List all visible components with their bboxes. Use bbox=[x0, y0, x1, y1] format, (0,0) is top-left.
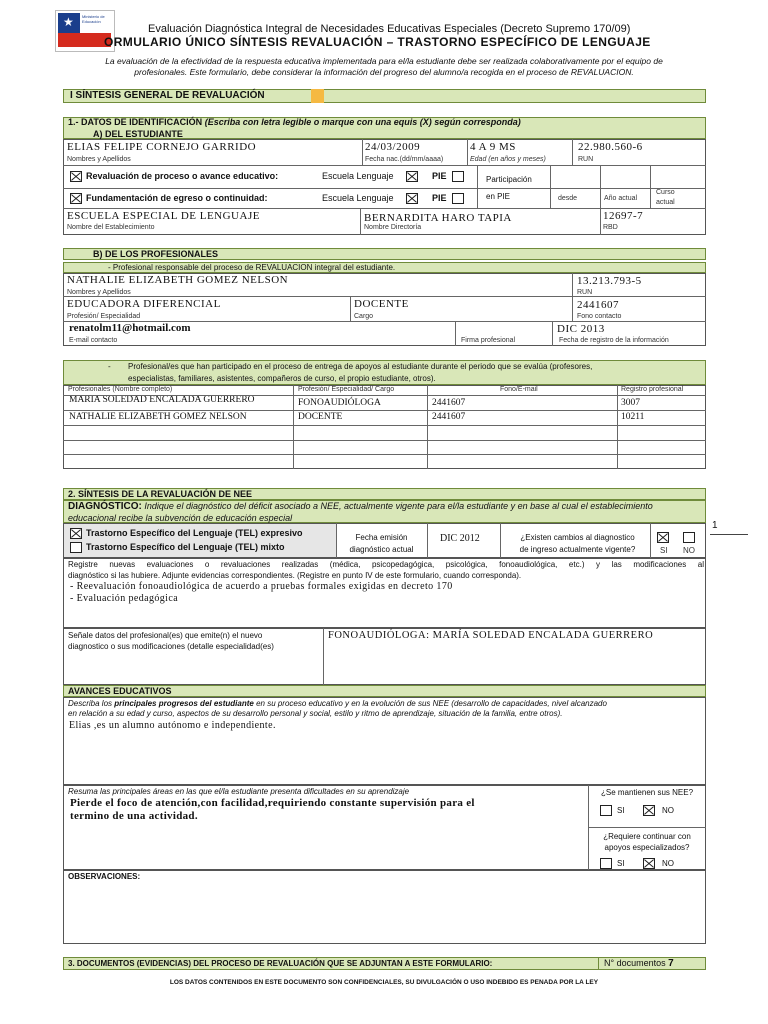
school-lenguaje-label-1: Escuela Lenguaje bbox=[322, 171, 394, 181]
intro-line-1: La evaluación de la efectividad de la respuesta educativa implementada para el/la estudiante debe ser realizada colaborativamente por el equipo de bbox=[105, 56, 663, 66]
evaluations-text-1: Registre nuevas evaluaciones o revaluaciones realizadas (médica, psicopedagógica, psicológica, fonoaudiológica, etc.) y las modificaciones al bbox=[68, 560, 704, 569]
student-rut: 22.980.560-6 bbox=[578, 141, 643, 153]
student-birth: 24/03/2009 bbox=[365, 141, 421, 153]
maintain-yes-label: SI bbox=[617, 806, 625, 815]
participant-row-1-profession: FONOAUDIÓLOGA bbox=[298, 398, 381, 408]
evaluation-item-2: - Evaluación pedagógica bbox=[70, 593, 179, 604]
student-age: 4 A 9 MS bbox=[470, 141, 516, 153]
student-birth-label: Fecha nac.(dd/mm/aaaa) bbox=[365, 156, 444, 163]
continue-yes-checkbox[interactable] bbox=[600, 858, 612, 869]
professional-name: NATHALIE ELIZABETH GOMEZ NELSON bbox=[67, 274, 289, 286]
participant-row-1-registry: 3007 bbox=[621, 398, 640, 408]
continue-question-1: ¿Requiere continuar con bbox=[603, 832, 691, 841]
logo-text: Ministerio de Educación bbox=[82, 14, 105, 24]
difficulties-value-2: termino de una actividad. bbox=[70, 810, 198, 822]
changes-question-2: de ingreso actualmente vigente? bbox=[519, 545, 636, 554]
director-name: BERNARDITA HARO TAPIA bbox=[364, 212, 512, 224]
participation-label-2: en PIE bbox=[486, 192, 511, 201]
section-1-title: I SÍNTESIS GENERAL DE REVALUACIÓN bbox=[70, 90, 265, 101]
participants-dash: - bbox=[108, 362, 111, 371]
pie-label-1: PIE bbox=[432, 171, 447, 181]
section-1-accent bbox=[311, 89, 324, 103]
director-label: Nombre Directoría bbox=[364, 224, 422, 231]
identification-title: 1.- DATOS DE IDENTIFICACIÓN (Escriba con letra legible o marque con una equis (X) según corresponda) bbox=[68, 117, 521, 127]
student-title: A) DEL ESTUDIANTE bbox=[93, 129, 183, 139]
participant-row-2-registry: 10211 bbox=[621, 412, 645, 422]
professional-email: renatolm11@hotmail.com bbox=[69, 322, 191, 334]
diagnostic-line-2: educacional recibe la subvención de educación especial bbox=[68, 513, 293, 523]
advances-value: Elias ,es un alumno autónomo e independiente. bbox=[69, 720, 276, 731]
continue-question-2: apoyos especializados? bbox=[604, 843, 690, 852]
pie-checkbox-1[interactable] bbox=[452, 171, 464, 182]
continue-no-checkbox[interactable] bbox=[643, 858, 655, 869]
egress-label: Fundamentación de egreso o continuidad: bbox=[86, 193, 268, 203]
changes-yes-checkbox[interactable] bbox=[657, 532, 669, 543]
current-course-label-1: Curso bbox=[656, 189, 675, 196]
page-marker-line bbox=[710, 534, 748, 535]
issue-date-value: DIC 2012 bbox=[440, 533, 480, 544]
registration-date-label: Fecha de registro de la información bbox=[559, 337, 669, 344]
difficulties-value-1: Pierde el foco de atención,con facilidad,requiriendo constante supervisión para el bbox=[70, 797, 475, 809]
participant-row-1-contact: 2441607 bbox=[432, 398, 466, 408]
student-name-label: Nombres y Apellidos bbox=[67, 156, 131, 163]
egress-checkbox[interactable] bbox=[70, 193, 82, 204]
school-rbd-label: RBD bbox=[603, 224, 618, 231]
maintain-question: ¿Se mantienen sus NEE? bbox=[600, 788, 694, 797]
col-header-profession: Profesión/ Especialidad/ Cargo bbox=[298, 386, 395, 393]
maintain-no-checkbox[interactable] bbox=[643, 805, 655, 816]
issuer-value: FONOAUDIÓLOGA: MARÍA SOLEDAD ENCALADA GUERRERO bbox=[328, 630, 654, 641]
intro-line-2: profesionales. Este formulario, debe considerar la información del progreso del alumno/a recogida en el proceso de REVALUACION. bbox=[134, 67, 634, 77]
col-header-registry: Registro profesional bbox=[621, 386, 684, 393]
advances-title: AVANCES EDUCATIVOS bbox=[68, 686, 172, 696]
form-subtitle: Evaluación Diagnóstica Integral de Necesidades Educativas Especiales (Decreto Supremo 170/09) bbox=[148, 23, 631, 35]
school-name-label: Nombre del Establecimiento bbox=[67, 224, 155, 231]
changes-yes-label: SI bbox=[660, 546, 668, 555]
issuer-label-1: Señale datos del profesional(es) que emite(n) el nuevo bbox=[68, 631, 263, 640]
school-rbd: 12697-7 bbox=[603, 210, 644, 222]
professional-profession-label: Profesión/ Especialidad bbox=[67, 313, 141, 320]
professional-rut: 13.213.793-5 bbox=[577, 275, 642, 287]
professional-phone: 2441607 bbox=[577, 299, 619, 311]
col-header-name: Profesionales (Nombre completo) bbox=[68, 386, 173, 393]
tel-expressive-label: Trastorno Específico del Lenguaje (TEL) expresivo bbox=[86, 528, 303, 538]
confidentiality-notice: LOS DATOS CONTENIDOS EN ESTE DOCUMENTO SON CONFIDENCIALES, SU DIVULGACIÓN O USO INDEBIDO ES PENADA POR LA LEY bbox=[169, 979, 599, 986]
difficulties-label: Resuma las principales áreas en las que el/la estudiante presenta dificultades en su aprendizaje bbox=[68, 787, 410, 796]
revaluation-label: Revaluación de proceso o avance educativo: bbox=[86, 171, 279, 181]
section-3-title: 3. DOCUMENTOS (EVIDENCIAS) DEL PROCESO DE REVALUACIÓN QUE SE ADJUNTAN A ESTE FORMULARIO: bbox=[68, 959, 493, 968]
continue-no-label: NO bbox=[662, 859, 674, 868]
participant-row-2-profession: DOCENTE bbox=[298, 412, 343, 422]
responsible-title: - Profesional responsable del proceso de REVALUACION integral del estudiante. bbox=[108, 263, 396, 272]
professional-position-label: Cargo bbox=[354, 313, 374, 320]
registration-date: DIC 2013 bbox=[557, 323, 605, 335]
professional-profession: EDUCADORA DIFERENCIAL bbox=[67, 298, 221, 310]
pie-checkbox-2[interactable] bbox=[452, 193, 464, 204]
professional-email-label: E-mail contacto bbox=[69, 337, 118, 344]
tel-mixed-label: Trastorno Específico del Lenguaje (TEL) mixto bbox=[86, 542, 285, 552]
participant-row-2-contact: 2441607 bbox=[432, 412, 466, 422]
professional-rut-label: RUN bbox=[577, 289, 593, 296]
school-lenguaje-checkbox-1[interactable] bbox=[406, 171, 418, 182]
continue-yes-label: SI bbox=[617, 859, 625, 868]
col-header-contact: Fono/E-mail bbox=[500, 386, 538, 393]
student-name: ELIAS FELIPE CORNEJO GARRIDO bbox=[67, 141, 257, 153]
evaluation-item-1: - Reevaluación fonoaudiológica de acuerdo a pruebas formales exigidas en decreto 170 bbox=[70, 581, 453, 592]
tel-mixed-checkbox[interactable] bbox=[70, 542, 82, 553]
participants-line-2: especialistas, familiares, asistentes, compañeros de curso, el propio estudiante, otros). bbox=[128, 374, 436, 383]
student-age-label: Edad (en años y meses) bbox=[470, 156, 546, 163]
participants-line-1: Profesional/es que han participado en el proceso de entrega de apoyos al estudiante durante el periodo que se evalúa (profesores, bbox=[128, 362, 593, 371]
pie-label-2: PIE bbox=[432, 193, 447, 203]
student-rut-label: RUN bbox=[578, 156, 594, 163]
changes-no-label: NO bbox=[683, 546, 695, 555]
diagnostic-line-1: DIAGNÓSTICO: Indique el diagnóstico del déficit asociado a NEE, actualmente vigente para el/la estudiante y en base al cual el establecimiento bbox=[68, 501, 653, 512]
since-label: desde bbox=[558, 195, 578, 202]
maintain-no-label: NO bbox=[662, 806, 674, 815]
current-course-label-2: actual bbox=[656, 199, 675, 206]
professionals-title: B) DE LOS PROFESIONALES bbox=[93, 249, 219, 259]
signature-label: Firma profesional bbox=[461, 337, 516, 344]
changes-question-1: ¿Existen cambios al diagnostico bbox=[520, 533, 635, 542]
revaluation-checkbox[interactable] bbox=[70, 171, 82, 182]
tel-expressive-checkbox[interactable] bbox=[70, 528, 82, 539]
participation-label-1: Participación bbox=[486, 175, 532, 184]
school-lenguaje-label-2: Escuela Lenguaje bbox=[322, 193, 394, 203]
school-lenguaje-checkbox-2[interactable] bbox=[406, 193, 418, 204]
issuer-label-2: diagnostico o sus modificaciones (detalle especialidad(es) bbox=[68, 642, 274, 651]
professional-name-label: Nombres y Apellidos bbox=[67, 289, 131, 296]
documents-count: N° documentos 7 bbox=[604, 958, 674, 969]
professional-phone-label: Fono contacto bbox=[577, 313, 622, 320]
current-year-label: Año actual bbox=[604, 195, 638, 202]
form-title: ORMULARIO ÚNICO SÍNTESIS REVALUACIÓN – TRASTORNO ESPECÍFICO DE LENGUAJE bbox=[104, 35, 651, 49]
issue-date-label-1: Fecha emisión bbox=[355, 533, 408, 542]
observations-box bbox=[63, 870, 706, 944]
professional-position: DOCENTE bbox=[354, 298, 409, 310]
participant-row-2-name: NATHALIE ELIZABETH GOMEZ NELSON bbox=[69, 412, 247, 422]
page-number: 1 bbox=[712, 520, 718, 531]
section-2-title: 2. SÍNTESIS DE LA REVALUACIÓN DE NEE bbox=[68, 489, 253, 499]
changes-no-checkbox[interactable] bbox=[683, 532, 695, 543]
observations-label: OBSERVACIONES: bbox=[68, 872, 141, 881]
star-icon: ★ bbox=[63, 15, 74, 29]
issue-date-label-2: diagnóstico actual bbox=[349, 545, 414, 554]
school-name: ESCUELA ESPECIAL DE LENGUAJE bbox=[67, 210, 260, 222]
advances-desc-2: en relación a su edad y curso, aspectos de su desarrollo personal y social, estilo y ritmo de aprendizaje, situación de la familia, entre otros). bbox=[68, 709, 563, 718]
maintain-yes-checkbox[interactable] bbox=[600, 805, 612, 816]
participant-row-1-name: MARIA SOLEDAD ENCALADA GUERRERO bbox=[69, 396, 255, 405]
evaluations-text-2: diagnóstico si las hubiere. Adjunte evidencias correspondientes. (Registre en punto IV de este formulario, cuando corresponda). bbox=[68, 571, 522, 580]
advances-desc-1: Describa los principales progresos del estudiante en su proceso educativo y en la evolución de sus NEE (desarrollo de capacidades, nivel alcanzado bbox=[68, 699, 607, 708]
